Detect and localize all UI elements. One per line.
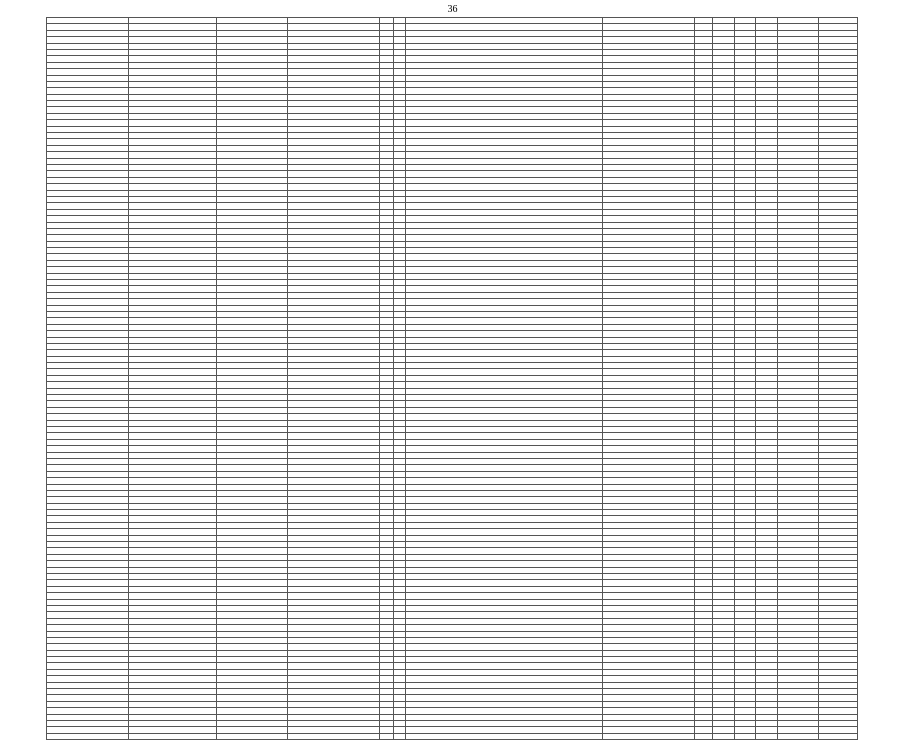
table-cell <box>394 733 406 739</box>
table-cell <box>735 733 755 739</box>
table-cell <box>47 733 129 739</box>
table-cell <box>216 733 287 739</box>
table-cell <box>819 733 858 739</box>
table-cell <box>406 733 602 739</box>
table-cell <box>128 733 216 739</box>
table-row <box>47 733 858 739</box>
table-cell <box>778 733 819 739</box>
table-cell <box>288 733 380 739</box>
table-cell <box>602 733 694 739</box>
table-cell <box>694 733 712 739</box>
page-number: 36 <box>447 4 458 15</box>
table-cell <box>712 733 734 739</box>
table-cell <box>755 733 777 739</box>
table-cell <box>379 733 393 739</box>
housing-repair-table <box>46 17 858 740</box>
